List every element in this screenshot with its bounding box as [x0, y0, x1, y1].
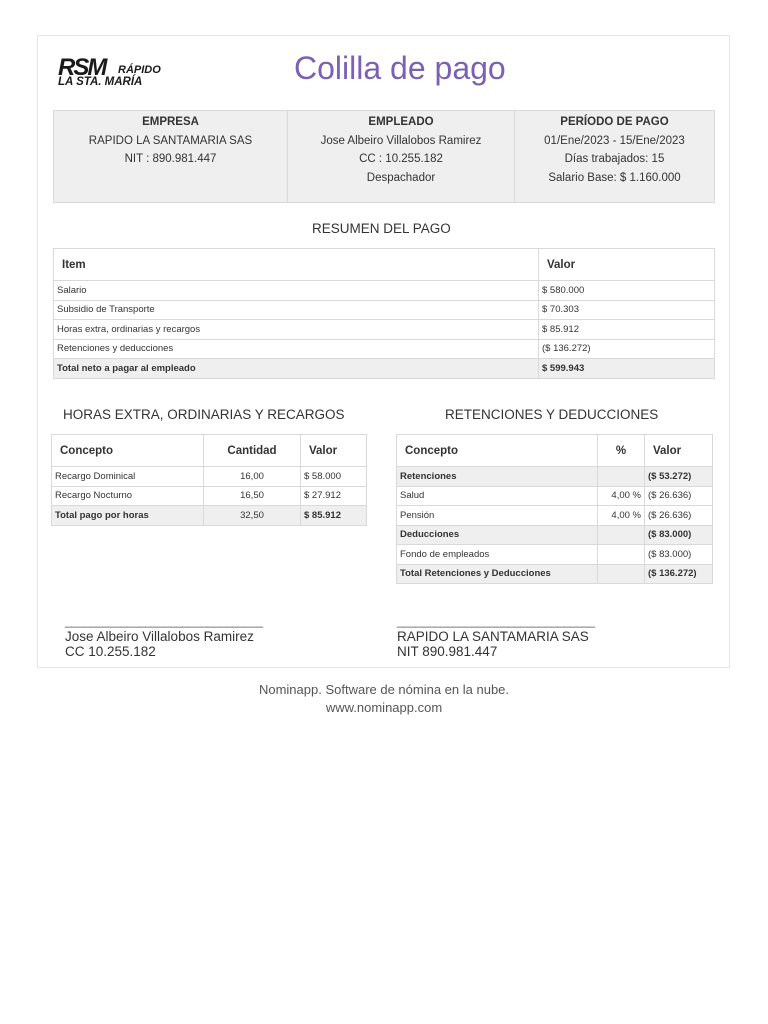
cell-valor: ($ 83.000) — [645, 545, 713, 565]
periodo-fechas: 01/Ene/2023 - 15/Ene/2023 — [544, 134, 685, 147]
col-header-valor: Valor — [301, 435, 367, 467]
firma-empresa — [397, 614, 595, 659]
empresa-name: RAPIDO LA SANTAMARIA SAS — [88, 134, 253, 147]
firma-empleado-cc: CC 10.255.182 — [65, 644, 156, 659]
cell-valor: ($ 53.272) — [645, 467, 713, 487]
table-header-row — [52, 435, 367, 467]
table-row — [397, 467, 713, 487]
periodo-info — [514, 111, 714, 202]
cell-concepto: Recargo Dominical — [52, 467, 204, 487]
cell-porcentaje — [598, 525, 645, 545]
table-row — [397, 545, 713, 565]
cell-valor: $ 85.912 — [539, 320, 715, 340]
empresa-head: EMPRESA — [142, 116, 199, 128]
cell-valor: $ 70.303 — [539, 300, 715, 320]
footer-url: www.nominapp.com — [325, 700, 443, 715]
empleado-head: EMPLEADO — [368, 116, 434, 128]
cell-total-label: Total neto a pagar al empleado — [54, 359, 539, 379]
cell-valor: ($ 136.272) — [539, 339, 715, 359]
periodo-dias: Días trabajados: 15 — [564, 153, 665, 165]
periodo-head: PERÍODO DE PAGO — [560, 116, 669, 128]
total-row — [397, 564, 713, 584]
cell-item: Subsidio de Transporte — [54, 300, 539, 320]
total-row — [52, 506, 367, 526]
cell-valor: ($ 26.636) — [645, 486, 713, 506]
col-header-cantidad: Cantidad — [204, 435, 301, 467]
info-box — [53, 110, 715, 203]
col-header-item: Item — [54, 249, 539, 281]
table-row — [54, 300, 715, 320]
cell-item: Retenciones y deducciones — [54, 339, 539, 359]
firma-empresa-nit: NIT 890.981.447 — [397, 644, 498, 659]
cell-valor: $ 58.000 — [301, 467, 367, 487]
cell-item: Horas extra, ordinarias y recargos — [54, 320, 539, 340]
cell-concepto: Salud — [397, 486, 598, 506]
col-header-concepto: Concepto — [52, 435, 204, 467]
logo-rapido: RÁPIDO — [118, 64, 161, 76]
table-row — [397, 525, 713, 545]
cell-total-valor: ($ 136.272) — [645, 564, 713, 584]
cell-porcentaje — [598, 545, 645, 565]
retenciones-title: RETENCIONES Y DEDUCCIONES — [445, 407, 659, 422]
firma-empleado — [65, 614, 263, 659]
empleado-cargo: Despachador — [366, 171, 436, 184]
cell-total-valor: $ 599.943 — [539, 359, 715, 379]
cell-porcentaje — [598, 467, 645, 487]
empleado-info — [287, 111, 514, 202]
total-row — [54, 359, 715, 379]
cell-concepto: Fondo de empleados — [397, 545, 598, 565]
cell-total-cantidad: 32,50 — [204, 506, 301, 526]
empresa-nit: NIT : 890.981.447 — [124, 153, 217, 165]
cell-concepto: Retenciones — [397, 467, 598, 487]
empleado-cc: CC : 10.255.182 — [359, 153, 443, 165]
col-header-porcentaje: % — [598, 435, 645, 467]
cell-valor: ($ 83.000) — [645, 525, 713, 545]
signature-line: ________________________________ — [65, 614, 263, 628]
empleado-name: Jose Albeiro Villalobos Ramirez — [320, 134, 482, 147]
retenciones-table — [396, 434, 713, 584]
cell-porcentaje: 4,00 % — [598, 506, 645, 526]
cell-item: Salario — [54, 281, 539, 301]
table-header-row — [397, 435, 713, 467]
cell-total-valor: $ 85.912 — [301, 506, 367, 526]
resumen-title: RESUMEN DEL PAGO — [312, 221, 451, 236]
company-logo — [58, 56, 178, 90]
table-header-row — [54, 249, 715, 281]
footer-tagline: Nominapp. Software de nómina en la nube. — [258, 682, 510, 697]
logo-rsm: RSM — [58, 54, 106, 81]
resumen-table — [53, 248, 715, 379]
periodo-salario: Salario Base: $ 1.160.000 — [548, 171, 681, 184]
cell-concepto: Pensión — [397, 506, 598, 526]
table-row — [54, 320, 715, 340]
col-header-concepto: Concepto — [397, 435, 598, 467]
table-row — [397, 486, 713, 506]
col-header-valor: Valor — [645, 435, 713, 467]
logo-sta: LA STA. MARÍA — [58, 76, 143, 88]
horas-title: HORAS EXTRA, ORDINARIAS Y RECARGOS — [63, 407, 345, 422]
table-row — [52, 467, 367, 487]
table-row — [54, 281, 715, 301]
firma-empresa-nombre: RAPIDO LA SANTAMARIA SAS — [397, 629, 589, 644]
cell-concepto: Deducciones — [397, 525, 598, 545]
cell-total-label: Total pago por horas — [52, 506, 204, 526]
table-row — [54, 339, 715, 359]
cell-cantidad: 16,50 — [204, 486, 301, 506]
firma-empleado-nombre: Jose Albeiro Villalobos Ramirez — [65, 629, 254, 644]
cell-valor: $ 580.000 — [539, 281, 715, 301]
cell-porcentaje — [598, 564, 645, 584]
cell-concepto: Recargo Nocturno — [52, 486, 204, 506]
cell-total-label: Total Retenciones y Deducciones — [397, 564, 598, 584]
col-header-valor: Valor — [539, 249, 715, 281]
cell-valor: ($ 26.636) — [645, 506, 713, 526]
cell-cantidad: 16,00 — [204, 467, 301, 487]
cell-porcentaje: 4,00 % — [598, 486, 645, 506]
cell-valor: $ 27.912 — [301, 486, 367, 506]
table-row — [52, 486, 367, 506]
empresa-info — [54, 111, 287, 202]
footer — [0, 681, 768, 717]
signature-line: ________________________________ — [397, 614, 595, 628]
table-row — [397, 506, 713, 526]
page-title: Colilla de pago — [294, 50, 506, 86]
horas-table — [51, 434, 367, 526]
